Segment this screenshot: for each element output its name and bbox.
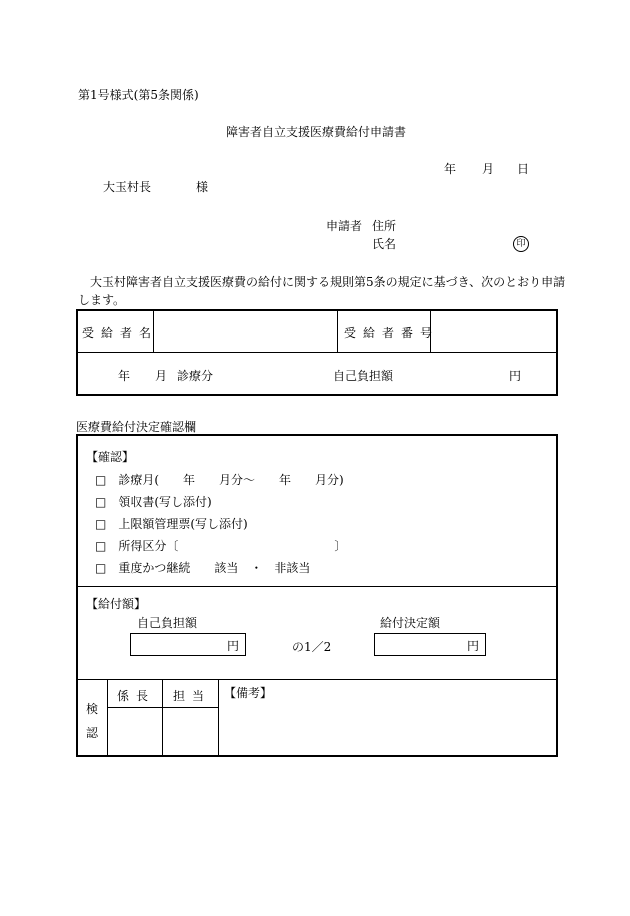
inspection-label-2: 認 <box>86 726 99 740</box>
recipient-table-divider <box>77 352 557 353</box>
inspection-label-1: 検 <box>86 702 99 716</box>
check-item-income-class[interactable]: □ 所得区分〔 〕 <box>95 539 347 553</box>
check-item-severe-continuous[interactable]: □ 重度かつ継続 該当 ・ 非該当 <box>95 561 311 575</box>
recipient-number-field[interactable] <box>436 316 552 346</box>
applicant-address-label: 住所 <box>372 219 397 233</box>
recipient-name-field[interactable] <box>162 316 330 346</box>
date-day-label: 日 <box>517 162 530 176</box>
ratio-label: の1／2 <box>292 640 332 654</box>
payment-decision-field[interactable] <box>374 633 486 656</box>
statement-line-2: します。 <box>78 293 126 307</box>
treatment-year-label: 年 <box>118 369 131 383</box>
applicant-label: 申請者 <box>326 219 363 233</box>
inspection-row-divider <box>107 707 218 708</box>
check-item-treatment-month[interactable]: □ 診療月( 年 月分～ 年 月分) <box>95 473 344 487</box>
recipient-number-label: 受給者番号 <box>344 326 440 340</box>
remarks-label: 【備考】 <box>224 686 273 700</box>
recipient-name-label: 受給者名 <box>82 326 159 340</box>
remarks-field[interactable] <box>224 702 552 752</box>
confirmation-section-title: 医療費給付決定確認欄 <box>76 420 197 434</box>
seal-mark: 印 <box>513 236 529 252</box>
staff-stamp-area[interactable] <box>164 710 217 754</box>
confirmation-divider-2 <box>77 679 557 680</box>
payment-decision-yen: 円 <box>466 639 479 653</box>
addressee: 大玉村長 <box>103 180 152 194</box>
staff-label: 担当 <box>173 689 212 703</box>
recipient-table-col-divider-2 <box>337 310 338 352</box>
copay-label: 自己負担額 <box>333 369 394 383</box>
inspection-col-divider-3 <box>218 680 219 756</box>
applicant-name-label: 氏名 <box>372 237 397 251</box>
inspection-col-divider-1 <box>107 680 108 756</box>
statement-line-1: 大玉村障害者自立支援医療費の給付に関する規則第5条の規定に基づき、次のとおり申請 <box>90 275 566 289</box>
check-item-receipt[interactable]: □ 領収書(写し添付) <box>95 495 212 509</box>
confirmation-divider-1 <box>77 586 557 587</box>
treatment-month-label: 月 <box>155 369 168 383</box>
payment-decision-label: 給付決定額 <box>380 616 441 630</box>
form-title: 障害者自立支援医療費給付申請書 <box>226 125 407 139</box>
check-item-limit-sheet[interactable]: □ 上限額管理票(写し添付) <box>95 517 248 531</box>
chief-label: 係長 <box>117 689 156 703</box>
copay-amount-label: 自己負担額 <box>137 616 198 630</box>
date-month-label: 月 <box>482 162 495 176</box>
copay-amount-yen: 円 <box>226 639 239 653</box>
form-number: 第1号様式(第5条関係) <box>78 88 199 102</box>
inspection-col-divider-2 <box>162 680 163 756</box>
copay-amount-field[interactable] <box>130 633 246 656</box>
chief-stamp-area[interactable] <box>109 710 161 754</box>
check-heading: 【確認】 <box>86 450 135 464</box>
treatment-label: 診療分 <box>177 369 214 383</box>
honorific: 様 <box>196 180 209 194</box>
date-year-label: 年 <box>444 162 457 176</box>
copay-yen-label: 円 <box>509 369 522 383</box>
payment-heading: 【給付額】 <box>86 597 147 611</box>
